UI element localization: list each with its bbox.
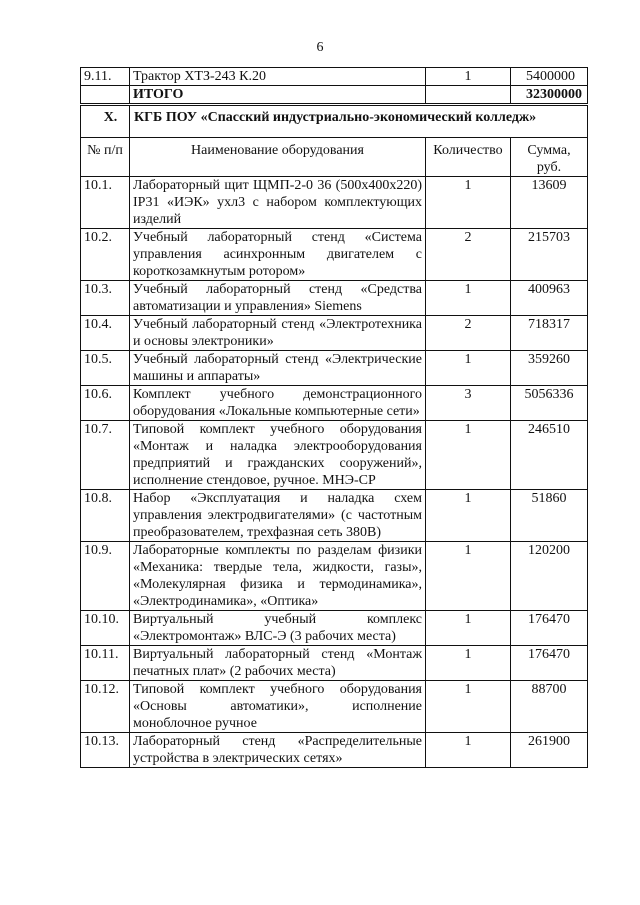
table-row	[81, 351, 588, 386]
total-sum: 32300000	[511, 86, 588, 105]
row-number: 10.10.	[81, 611, 130, 646]
equipment-name: Трактор ХТЗ-243 К.20	[130, 68, 426, 86]
equipment-name: Учебный лабораторный стенд «Электротехника и основы электроники»	[130, 316, 426, 351]
table-row	[81, 386, 588, 421]
sum-cell: 5400000	[511, 68, 588, 86]
equipment-name: Учебный лабораторный стенд «Средства автоматизации и управления» Siemens	[130, 281, 426, 316]
row-number: 10.12.	[81, 681, 130, 733]
quantity-cell: 3	[426, 386, 511, 421]
equipment-name: Типовой комплект учебного оборудования «Монтаж и наладка электрооборудования предприятий и гражданских сооружений», исполнение стендовое, ручное. МНЭ-СР	[130, 421, 426, 490]
total-row	[81, 86, 588, 105]
table-row	[81, 229, 588, 281]
sum-cell: 246510	[511, 421, 588, 490]
row-number: 10.8.	[81, 490, 130, 542]
row-number: 10.2.	[81, 229, 130, 281]
quantity-cell: 1	[426, 542, 511, 611]
row-number: 10.7.	[81, 421, 130, 490]
quantity-cell: 1	[426, 177, 511, 229]
equipment-name: Лабораторный щит ЩМП-2-0 36 (500x400x220) IP31 «ИЭК» ухл3 с набором комплектующих изделий	[130, 177, 426, 229]
equipment-name: Учебный лабораторный стенд «Система управления асинхронным двигателем с короткозамкнутым ротором»	[130, 229, 426, 281]
table-row	[81, 177, 588, 229]
sum-cell: 261900	[511, 733, 588, 768]
table-row	[81, 316, 588, 351]
sum-cell: 176470	[511, 611, 588, 646]
section-header-row	[81, 105, 588, 138]
row-number: 10.1.	[81, 177, 130, 229]
equipment-name: Типовой комплект учебного оборудования «Основы автоматики», исполнение моноблочное ручное	[130, 681, 426, 733]
quantity-cell: 1	[426, 733, 511, 768]
equipment-name: Комплект учебного демонстрационного оборудования «Локальные компьютерные сети»	[130, 386, 426, 421]
total-qty-cell	[426, 86, 511, 105]
table-row	[81, 68, 588, 86]
sum-cell: 120200	[511, 542, 588, 611]
row-number: 10.3.	[81, 281, 130, 316]
total-label: ИТОГО	[130, 86, 426, 105]
table-row	[81, 611, 588, 646]
quantity-cell: 1	[426, 681, 511, 733]
total-number-cell	[81, 86, 130, 105]
column-header-quantity: Количество	[426, 138, 511, 177]
table-row	[81, 281, 588, 316]
sum-cell: 51860	[511, 490, 588, 542]
column-header-sum: Сумма, руб.	[511, 138, 588, 177]
equipment-name: Виртуальный учебный комплекс «Электромонтаж» ВЛС-Э (3 рабочих места)	[130, 611, 426, 646]
quantity-cell: 1	[426, 490, 511, 542]
equipment-table	[80, 67, 588, 768]
quantity-cell: 1	[426, 611, 511, 646]
section-title: КГБ ПОУ «Спасский индустриально-экономический колледж»	[130, 105, 588, 138]
column-header-number: № п/п	[81, 138, 130, 177]
table-row	[81, 646, 588, 681]
table-row	[81, 733, 588, 768]
quantity-cell: 1	[426, 281, 511, 316]
quantity-cell: 1	[426, 68, 511, 86]
quantity-cell: 2	[426, 229, 511, 281]
equipment-name: Лабораторные комплекты по разделам физики «Механика: твердые тела, жидкости, газы», «Молекулярная физика и термодинамика», «Электродинамика», «Оптика»	[130, 542, 426, 611]
column-header-name: Наименование оборудования	[130, 138, 426, 177]
equipment-name: Лабораторный стенд «Распределительные устройства в электрических сетях»	[130, 733, 426, 768]
row-number: 10.6.	[81, 386, 130, 421]
section-number: X.	[81, 105, 130, 138]
row-number: 10.5.	[81, 351, 130, 386]
equipment-name: Учебный лабораторный стенд «Электрические машины и аппараты»	[130, 351, 426, 386]
table-row	[81, 490, 588, 542]
page-number: 6	[316, 40, 324, 55]
quantity-cell: 1	[426, 646, 511, 681]
equipment-name: Набор «Эксплуатация и наладка схем управления электродвигателями» (с частотным преобразователем, трехфазная сеть 380В)	[130, 490, 426, 542]
equipment-name: Виртуальный лабораторный стенд «Монтаж печатных плат» (2 рабочих места)	[130, 646, 426, 681]
table-row	[81, 542, 588, 611]
table-row	[81, 681, 588, 733]
quantity-cell: 2	[426, 316, 511, 351]
column-header-row	[81, 138, 588, 177]
sum-cell: 5056336	[511, 386, 588, 421]
sum-cell: 400963	[511, 281, 588, 316]
row-number: 10.4.	[81, 316, 130, 351]
sum-cell: 718317	[511, 316, 588, 351]
row-number: 10.11.	[81, 646, 130, 681]
sum-cell: 13609	[511, 177, 588, 229]
sum-cell: 88700	[511, 681, 588, 733]
row-number: 10.9.	[81, 542, 130, 611]
sum-cell: 359260	[511, 351, 588, 386]
table-row	[81, 421, 588, 490]
sum-cell: 176470	[511, 646, 588, 681]
sum-cell: 215703	[511, 229, 588, 281]
quantity-cell: 1	[426, 421, 511, 490]
quantity-cell: 1	[426, 351, 511, 386]
row-number: 10.13.	[81, 733, 130, 768]
row-number: 9.11.	[81, 68, 130, 86]
